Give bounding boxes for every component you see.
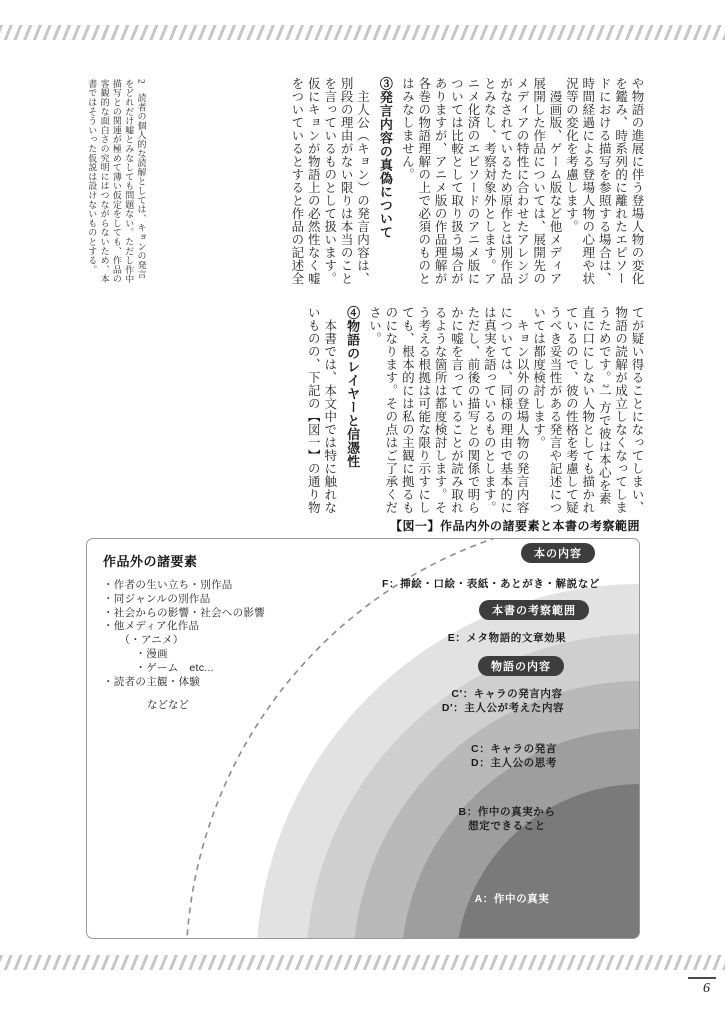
label-ring-b-line2: 想定できること [468, 820, 546, 832]
list-item: ・社会からの影響・社会への影響 [103, 606, 265, 619]
figure-etc-note: などなど [147, 699, 189, 711]
paragraph-kyon-statements: 主人公（キョン）の発言内容は、別段の理由がない限りは本当のことを言っているものとして扱います。仮にキョンが物語上の必然性なく嘘をついているとすると作品の記述全 [289, 77, 370, 285]
list-item: ・漫画 [103, 647, 168, 660]
paragraph-episode-reference: や物語の進展に伴う登場人物の変化を鑑み、時系列的に離れたエピソードにおける描写を参照する場合は、時間経過による登場人物の心理や状況等の変化を考慮します。 [564, 77, 644, 285]
figure-diagram-box [86, 538, 640, 939]
label-ring-f: F：挿絵・口絵・表紙・あとがき・解説など [382, 578, 600, 590]
paragraph-other-characters: キョン以外の登場人物の発言内容については、同様の理由で基本的には真実を語っているものとします。ただし、前後の描写との関係で明らかに嘘を言っていることが読み取れるような箇所は都度検討します。そう考える根拠は可能な限り示すにしても、根本的には私の主観に拠るものになります。その点はご了承ください。 [367, 306, 530, 514]
list-item: ・ゲーム etc... [103, 661, 214, 674]
paragraph-figure-intro: 本書では、本文中では特に触れないものの、下記の【図一】の通り物 [306, 306, 337, 514]
label-ring-b-line1: B：作中の真実から [458, 806, 556, 818]
bottom-hatch-border [0, 955, 725, 970]
paragraph-other-media: 漫画版、ゲーム版など他メディア展開した作品については、展開先のメディアの特性に合わせたアレンジがなされているため原作とは別作品とみなし、考察対象外とします。アニメ化済のエピソードのアニメ版については比較として取り扱う場合がありますが、アニメ版の作品理解が各巻の物語理解の上で必須のものとはみなしません。 [400, 77, 562, 285]
list-item: ・作者の生い立ち・別作品 [103, 579, 233, 591]
label-ring-d-prime: D′：主人公が考えた内容 [441, 702, 565, 714]
badge-story-content: 物語の内容 [478, 656, 564, 676]
label-ring-c: C：キャラの発言 [471, 743, 557, 755]
figure-caption: 【図一】作品内外の諸要素と本書の考察範囲 [389, 519, 640, 533]
list-item: ・同ジャンルの別作品 [103, 592, 211, 605]
list-item: ・読者の主観・体験 [103, 675, 201, 688]
list-item: （・アニメ） [103, 634, 184, 647]
section-heading-story-layers: ④物語のレイヤーと信憑性 [345, 306, 361, 468]
page-number: 6 [703, 981, 710, 996]
paragraph-doubt-continuation: てが疑い得ることになってしまい、物語の読解が成立しなくなってしまうためです。²一方で彼は本心を素直に口にしない人物としても描かれているので、彼の性格を考慮して疑うべき妥当性がある発言や記述については都度検討します。 [531, 306, 644, 514]
label-ring-a: A：作中の真実 [474, 893, 550, 905]
section-heading-statement-truth: ③発言内容の真偽について [377, 77, 393, 239]
body-text-upper-row [288, 77, 645, 289]
label-ring-e: E：メタ物語的文章効果 [447, 632, 567, 644]
badge-analysis-scope: 本書の考察範囲 [479, 600, 589, 620]
page-number-rule [688, 977, 716, 979]
figure-outside-list [103, 579, 265, 689]
body-text-lower-row [305, 306, 645, 518]
figure-outside-title: 作品外の諸要素 [103, 554, 198, 569]
label-ring-d: D：主人公の思考 [471, 757, 557, 769]
list-item: ・他メディア化作品 [103, 620, 200, 633]
badge-book-content: 本の内容 [521, 543, 595, 563]
footnote-text: 2 読者の個人的な読解としては、キョンの発言をどれだけ嘘とみなしても問題ない。ただし作中描写との関連が極めて薄い仮定をしても、作品の客観的な面白さの究明にはつながらないため、本書ではそういった仮説は設けないものとする。 [87, 79, 147, 284]
label-ring-c-prime: C′：キャラの発言内容 [451, 688, 563, 700]
label-ring-b [459, 805, 556, 833]
top-hatch-border [0, 25, 725, 40]
